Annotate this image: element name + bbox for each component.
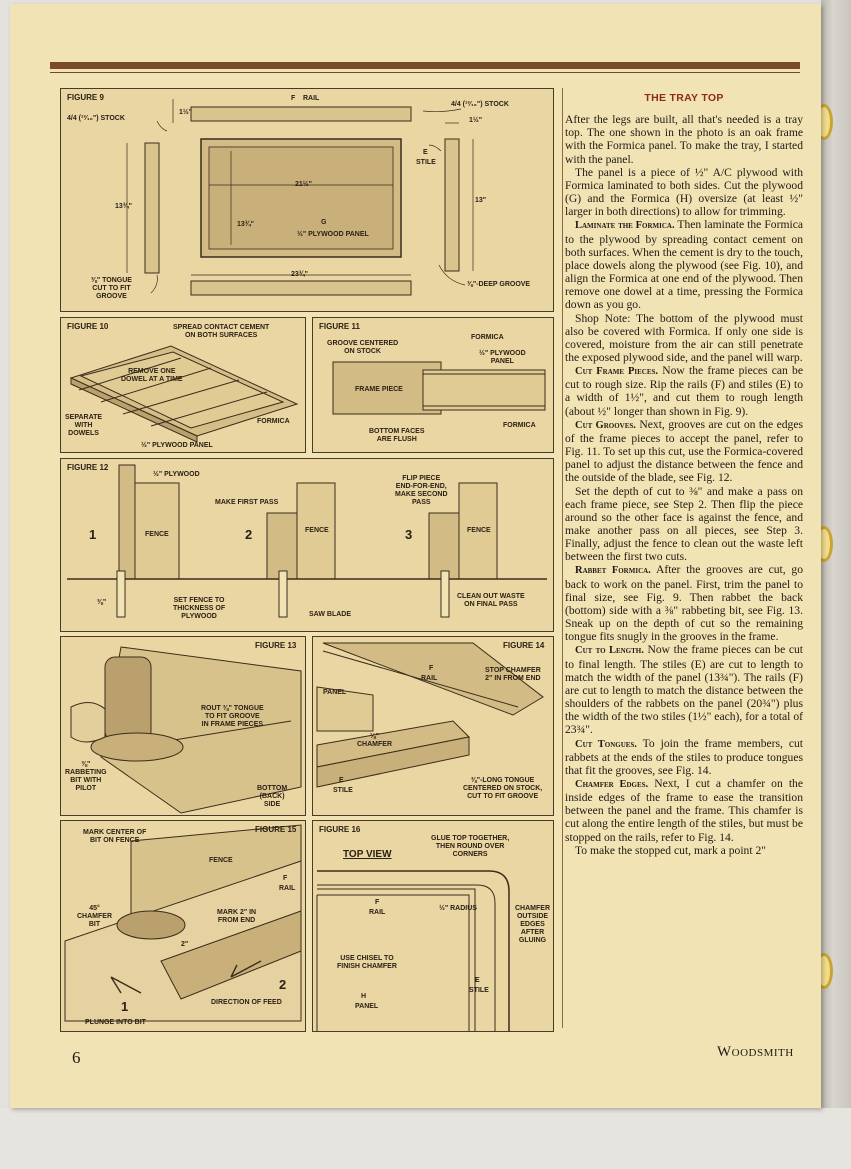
fig15-fence: FENCE — [209, 857, 233, 864]
fig10-spread: SPREAD CONTACT CEMENT ON BOTH SURFACES — [173, 324, 270, 339]
fig12-fence-2: FENCE — [305, 527, 329, 534]
fig9-dim-13-75-left: 13¾" — [115, 203, 132, 210]
article-paragraph: Cut Frame Pieces. Now the frame pieces can be cut to rough size. Rip the rails (F) and stiles (E) to a width of 1½", and cut them to rough length (about ½" longer than shown in Fig. 9). — [565, 364, 803, 418]
fig16-rail: RAIL — [369, 909, 386, 916]
fig12-step-2: 2 — [245, 527, 253, 542]
fig12-clean: CLEAN OUT WASTE ON FINAL PASS — [457, 593, 525, 608]
figure-11 — [312, 317, 554, 453]
fig12-step-3: 3 — [405, 527, 413, 542]
fig13-rout: ROUT ⅜" TONGUE TO FIT GROOVE IN FRAME PIECES — [201, 705, 264, 728]
fig15-plunge: PLUNGE INTO BIT — [85, 1019, 146, 1026]
figure-15-label: FIGURE 15 — [255, 825, 297, 834]
figure-14 — [312, 636, 554, 816]
binding-spine — [821, 0, 851, 1169]
fig14-rail: RAIL — [421, 675, 438, 682]
fig9-stile: STILE — [416, 159, 436, 166]
figure-13-label: FIGURE 13 — [255, 641, 297, 650]
figure-16 — [312, 820, 554, 1032]
article-heading: THE TRAY TOP — [644, 92, 724, 104]
fig12-dim: ⅜" — [97, 599, 107, 606]
fig15-dim2: 2" — [181, 941, 189, 948]
article-paragraph: To make the stopped cut, mark a point 2" — [575, 843, 766, 857]
paragraph-lead: Cut Frame Pieces. — [575, 366, 659, 378]
magazine-title: Woodsmith — [717, 1044, 794, 1060]
magazine-page — [10, 4, 821, 1108]
figure-16-label: FIGURE 16 — [319, 825, 361, 834]
fig9-rail-circle: F — [291, 95, 296, 102]
fig9-stock-right: 4/4 (¹³⁄₁₆") STOCK — [451, 101, 509, 108]
fig11-formica-top: FORMICA — [471, 334, 504, 341]
article-paragraph: Cut Grooves. Next, grooves are cut on the edges of the frame pieces to accept the panel, refer to Fig. 11. To set up this cut, use the Formica-covered panel to adjust the distance between the fence and the outside of the blade, see Fig. 12. — [565, 417, 803, 485]
fig9-panel-circle: G — [321, 219, 327, 226]
article-paragraph: Rabbet Formica. After the grooves are cut, go back to work on the panel. First, trim the panel to final size, see Fig. 9. Then rabbet the back (bottom) side with a ⅜" rabbeting bit, see Fig. 13. Sneak up on the depth of cut so the remaining tongue fits snugly in the grooves in the frame. — [565, 563, 804, 644]
paragraph-lead: Chamfer Edges. — [575, 778, 649, 790]
fig9-stock-left: 4/4 (¹³⁄₁₆") STOCK — [67, 115, 125, 122]
fig11-formica-bottom: FORMICA — [503, 422, 536, 429]
page-number: 6 — [72, 1048, 81, 1067]
fig14-panel: PANEL — [323, 689, 347, 696]
fig16-stile: STILE — [469, 987, 489, 994]
fig16-stile-circle: E — [475, 977, 480, 984]
fig12-fence-1: FENCE — [145, 531, 169, 538]
figure-11-label: FIGURE 11 — [319, 322, 360, 331]
figure-12-label: FIGURE 12 — [67, 463, 109, 472]
figure-14-label: FIGURE 14 — [503, 641, 545, 650]
figure-9 — [60, 88, 554, 312]
article-paragraph: Cut Tongues. To join the frame members, cut rabbets at the ends of the stiles to produce tongues that fit the grooves, see Fig. 14. — [565, 736, 803, 777]
scan-margin — [0, 1108, 851, 1169]
header-rule — [50, 62, 800, 69]
fig14-stile-circle: E — [339, 777, 344, 784]
fig12-fence-3: FENCE — [467, 527, 491, 534]
fig15-mark2: MARK 2" IN FROM END — [217, 909, 257, 924]
fig12-saw: SAW BLADE — [309, 611, 351, 618]
fig16-chisel: USE CHISEL TO FINISH CHAMFER — [337, 955, 397, 970]
column-rule — [562, 88, 563, 1028]
fig16-panel-circle: H — [361, 993, 367, 1000]
fig15-rail-circle: F — [283, 875, 288, 882]
fig9-dim-13: 13" — [475, 197, 487, 204]
fig14-stile: STILE — [333, 787, 353, 794]
fig14-stop: STOP CHAMFER 2" IN FROM END — [485, 667, 541, 682]
fig12-flip: FLIP PIECE END-FOR-END, MAKE SECOND PASS — [395, 475, 448, 506]
fig15-rail: RAIL — [279, 885, 296, 892]
fig15-feed: DIRECTION OF FEED — [211, 999, 282, 1006]
fig9-stile-circle: E — [423, 149, 428, 156]
figure-9-label: FIGURE 9 — [67, 93, 104, 102]
fig10-separate: SEPARATE WITH DOWELS — [65, 414, 103, 437]
figure-11-drawing — [313, 318, 553, 452]
article-paragraph: Shop Note: The bottom of the plywood must also be covered with Formica. If only one side is covered, moisture from the air can still penetrate the exposed plywood side, and the panel will warp. — [565, 311, 803, 364]
article-paragraph: Cut to Length. Now the frame pieces can be cut to final length. The stiles (E) are cut to length to match the width of the panel (13¾"). The rails (F) are cut to length to match the distance between the shoulders of the rabbets on the panel (20¾") plus the width of the two stiles (1½" each), for a total of 23¾". — [565, 643, 803, 737]
figure-12 — [60, 458, 554, 632]
fig15-step-2: 2 — [279, 977, 287, 992]
fig15-mark-center: MARK CENTER OF BIT ON FENCE — [83, 829, 147, 844]
figure-10-label: FIGURE 10 — [67, 322, 109, 331]
fig14-chamfer: ⅛" CHAMFER — [357, 733, 392, 748]
figure-10 — [60, 317, 306, 453]
fig16-chamfer: CHAMFER OUTSIDE EDGES AFTER GLUING — [515, 905, 550, 944]
fig9-rail: RAIL — [303, 95, 320, 102]
fig11-frame: FRAME PIECE — [355, 386, 403, 393]
fig11-bottom: BOTTOM FACES ARE FLUSH — [369, 428, 425, 443]
fig16-glue: GLUE TOP TOGETHER, THEN ROUND OVER CORNERS — [431, 835, 510, 858]
article-paragraph: Chamfer Edges. Next, I cut a chamfer on the inside edges of the frame to ease the transition between the panel and the frame. This chamfer is cut along the entire length of the stiles, but must be stopped on the rails, refer to Fig. 14. — [565, 776, 803, 844]
fig16-panel: PANEL — [355, 1003, 379, 1010]
fig14-tongue: ⅜"-LONG TONGUE CENTERED ON STOCK, CUT TO FIT GROOVE — [463, 777, 543, 800]
fig9-dim-23-75: 23¾" — [291, 271, 308, 278]
fig9-groove: ⅜"-DEEP GROOVE — [467, 281, 531, 288]
fig10-formica: FORMICA — [257, 418, 290, 425]
fig10-plywood: ½" PLYWOOD PANEL — [141, 442, 213, 449]
fig9-panel: ½" PLYWOOD PANEL — [297, 231, 369, 238]
fig9-dim-1-5-left: 1½" — [179, 109, 193, 116]
figure-13 — [60, 636, 306, 816]
fig9-dim-1-5-right: 1½" — [469, 117, 483, 124]
paragraph-lead: Cut Tongues. — [575, 738, 637, 750]
figure-15 — [60, 820, 306, 1032]
fig13-bottom: BOTTOM (BACK) SIDE — [257, 785, 288, 808]
fig15-chamfer-bit: 45° CHAMFER BIT — [77, 905, 112, 928]
fig14-rail-circle: F — [429, 665, 434, 672]
fig11-groove: GROOVE CENTERED ON STOCK — [327, 340, 399, 355]
article-paragraph: The panel is a piece of ½" A/C plywood with Formica laminated to both sides. Cut the plywood (G) and the Formica (H) oversize (at least ½" larger in both directions) to allow for trimming. — [565, 165, 803, 219]
paragraph-lead: Cut Grooves. — [575, 419, 636, 431]
paragraph-lead: Laminate the Formica. — [575, 220, 675, 232]
fig10-remove: REMOVE ONE DOWEL AT A TIME — [121, 368, 183, 383]
fig12-set-fence: SET FENCE TO THICKNESS OF PLYWOOD — [173, 597, 226, 620]
article-paragraph: Laminate the Formica. Then laminate the Formica to the plywood by spreading contact cement on both surfaces. When the cement is dry to the touch, place dowels along the plywood (see Fig. 10), and align the Formica at one end of the plywood. Then remove one dowel at a time, pressing the Formica down as you go. — [565, 218, 803, 312]
fig9-tongue: ⅜" TONGUE CUT TO FIT GROOVE — [91, 277, 132, 300]
paragraph-lead: Cut to Length. — [575, 645, 644, 657]
fig12-first-pass: MAKE FIRST PASS — [215, 499, 279, 506]
article-paragraph: Set the depth of cut to ⅜" and make a pass on each frame piece, see Step 2. Then flip the piece around so the other face is against the fence, and make another pass on all pieces, see Step 3. Finally, adjust the fence to clean out the waste left between the first two cuts. — [565, 484, 803, 564]
fig15-step-1: 1 — [121, 999, 129, 1014]
paragraph-lead: Rabbet Formica. — [575, 565, 651, 577]
fig16-rail-circle: F — [375, 899, 380, 906]
fig16-radius: ½" RADIUS — [439, 905, 477, 912]
fig12-plywood: ½" PLYWOOD — [153, 471, 200, 478]
fig9-dim-21-5: 21½" — [295, 181, 312, 188]
article-column — [565, 92, 803, 857]
fig16-top-view: TOP VIEW — [343, 849, 392, 860]
header-thin-rule — [50, 72, 800, 73]
fig9-dim-13-75-inner: 13¾" — [237, 221, 254, 228]
fig13-bit: ⅜" RABBETING BIT WITH PILOT — [65, 761, 107, 792]
fig11-plywood: ½" PLYWOOD PANEL — [479, 350, 526, 365]
fig12-step-1: 1 — [89, 527, 97, 542]
article-paragraph: After the legs are built, all that's needed is a tray top. The one shown in the photo is an oak frame with the Formica panel. To make the tray, I started with the panel. — [565, 113, 803, 166]
